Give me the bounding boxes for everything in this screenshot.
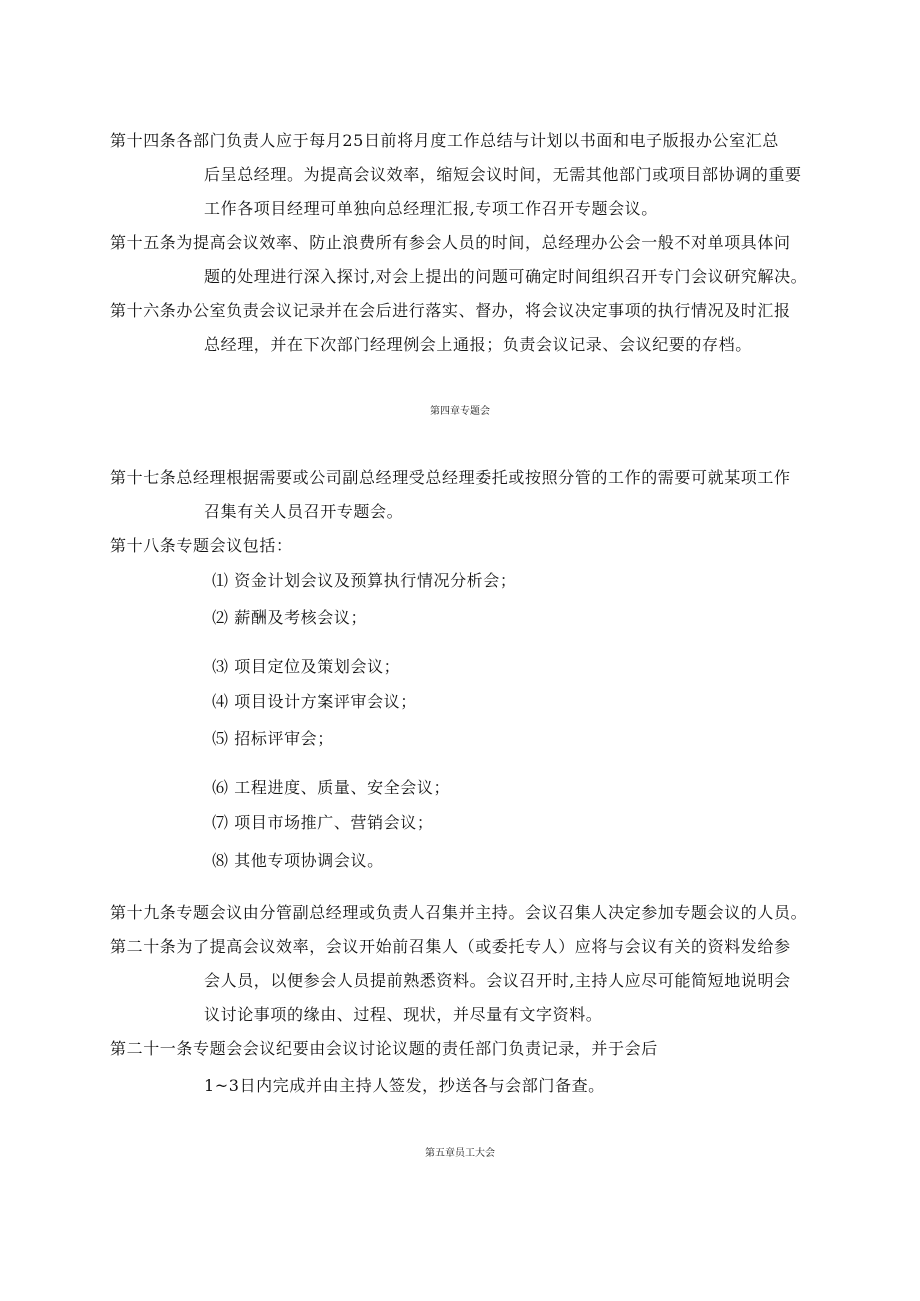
article-14-line-1: 第十四条各部门负责人应于每月25日前将月度工作总结与计划以书面和电子版报办公室汇总 — [110, 131, 779, 150]
list-item: ⑺ 项目市场推广、营销会议； — [212, 813, 434, 832]
list-item: ⑻ 其他专项协调会议。 — [212, 851, 384, 870]
article-19-line-1: 第十九条专题会议由分管副总经理或负责人召集并主持。会议召集人决定参加专题会议的人员。 — [110, 903, 808, 922]
article-14-line-3: 工作各项目经理可单独向总经理汇报,专项工作召开专题会议。 — [204, 199, 658, 218]
article-17-line-1: 第十七条总经理根据需要或公司副总经理受总经理委托或按照分管的工作的需要可就某项工作 — [110, 468, 791, 487]
list-item: ⑵ 薪酬及考核会议； — [212, 608, 368, 627]
chapter-5-heading: 第五章员工大会 — [425, 1148, 495, 1159]
list-item: ⑷ 项目设计方案评审会议； — [212, 692, 417, 711]
article-15-line-1: 第十五条为提高会议效率、防止浪费所有参会人员的时间，总经理办公会一般不对单项具体问 — [110, 233, 791, 252]
article-16-line-1: 第十六条办公室负责会议记录并在会后进行落实、督办，将会议决定事项的执行情况及时汇报 — [110, 301, 791, 320]
list-item: ⑹ 工程进度、质量、安全会议； — [212, 778, 451, 797]
article-21-line-2: 1~3日内完成并由主持人签发，抄送各与会部门备查。 — [204, 1076, 605, 1095]
list-item: ⑸ 招标评审会； — [212, 729, 334, 748]
article-18-line-1: 第十八条专题会议包括： — [110, 536, 293, 555]
article-14-line-2: 后呈总经理。为提高会议效率，缩短会议时间，无需其他部门或项目部协调的重要 — [204, 165, 802, 184]
article-16-line-2: 总经理，并在下次部门经理例会上通报；负责会议记录、会议纪要的存档。 — [204, 335, 752, 354]
article-21-line-1: 第二十一条专题会会议纪要由会议讨论议题的责任部门负责记录，并于会后 — [110, 1039, 658, 1058]
article-20-line-3: 议讨论事项的缘由、过程、现状，并尽量有文字资料。 — [204, 1005, 603, 1024]
list-item: ⑶ 项目定位及策划会议； — [212, 657, 401, 676]
article-20-line-1: 第二十条为了提高会议效率，会议开始前召集人（或委托专人）应将与会议有关的资料发给参 — [110, 937, 791, 956]
article-20-line-2: 会人员，以便参会人员提前熟悉资料。会议召开时,主持人应尽可能简短地说明会 — [204, 971, 791, 990]
chapter-4-heading: 第四章专题会 — [430, 406, 490, 417]
article-15-line-2: 题的处理进行深入探讨,对会上提出的问题可确定时间组织召开专门会议研究解决。 — [204, 267, 808, 286]
article-17-line-2: 召集有关人员召开专题会。 — [204, 502, 404, 521]
list-item: ⑴ 资金计划会议及预算执行情况分析会； — [212, 571, 517, 590]
